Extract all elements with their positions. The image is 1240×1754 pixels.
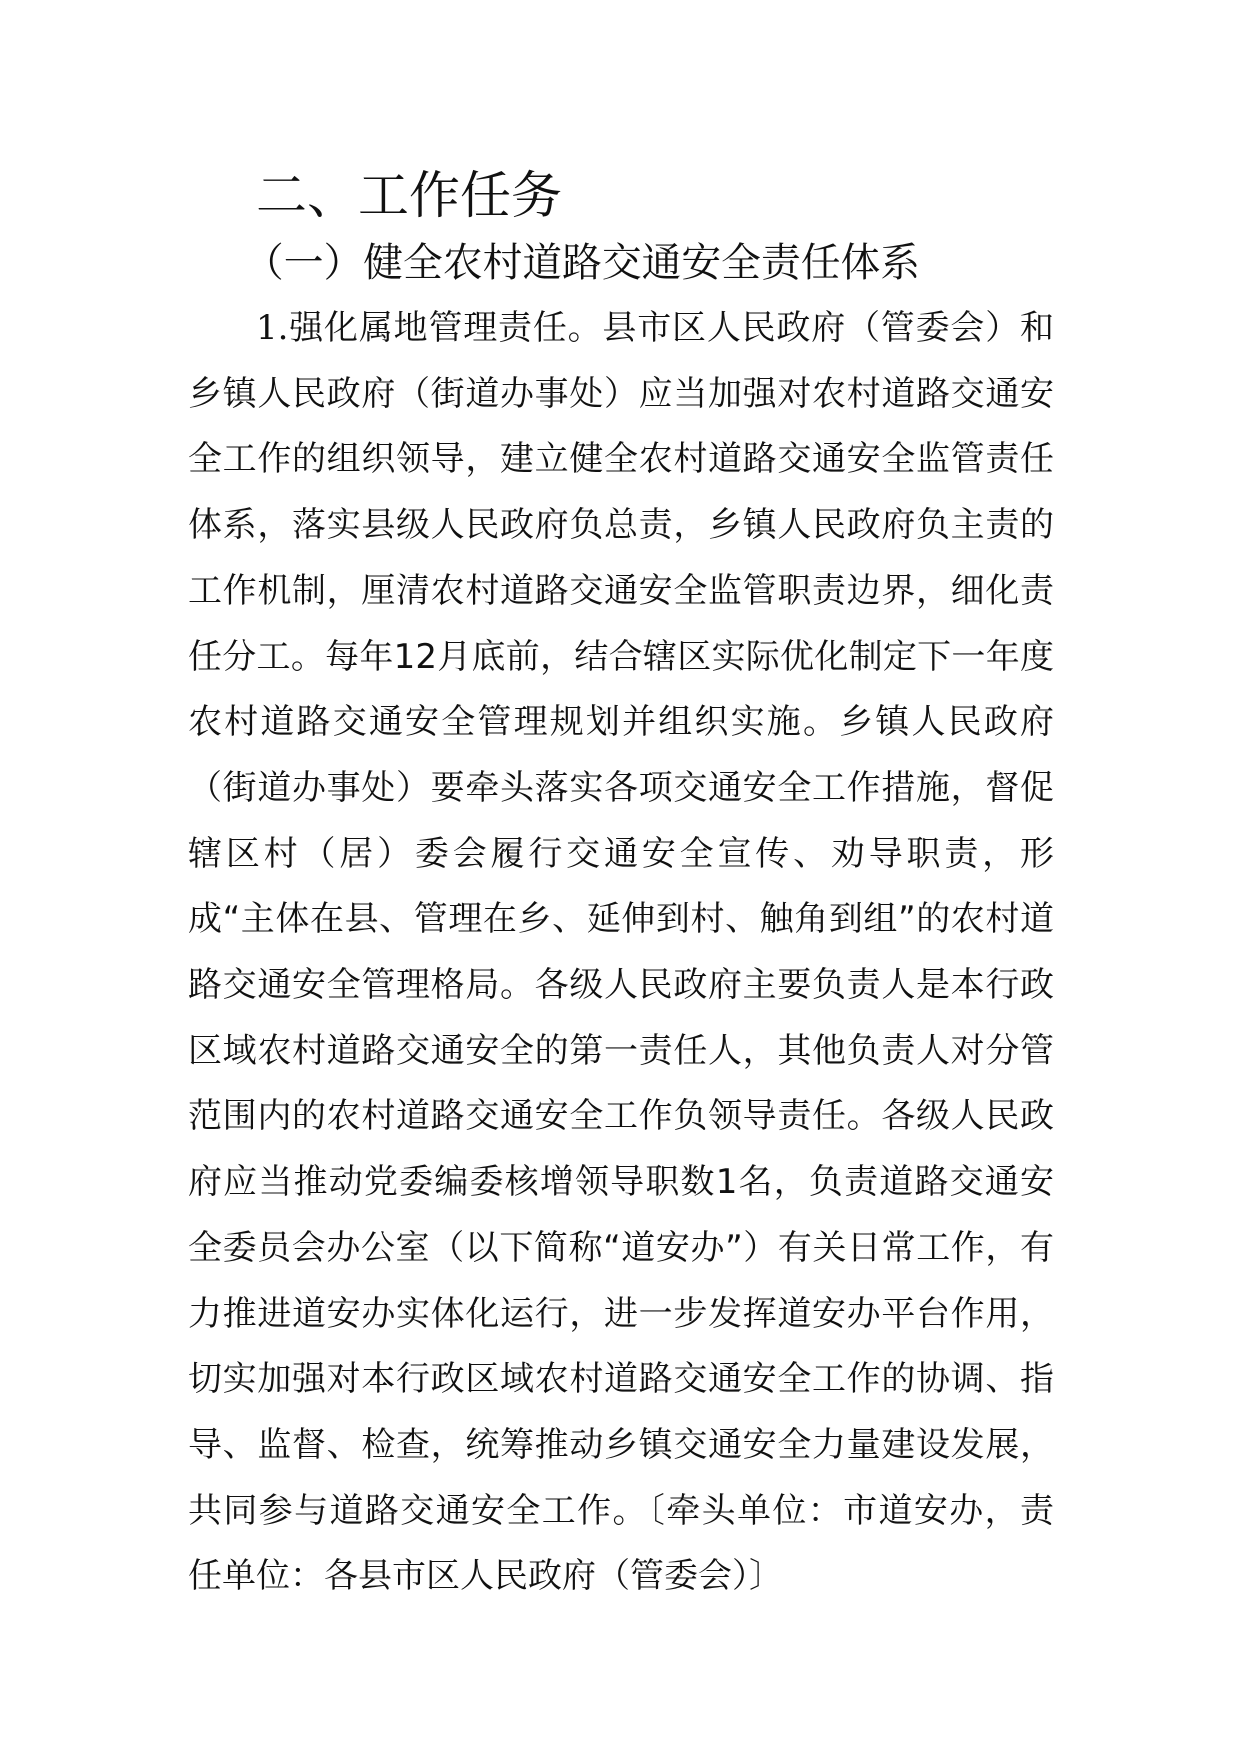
subsection-title: （一）健全农村道路交通安全责任体系 xyxy=(244,240,921,286)
item-number: 1. xyxy=(256,308,289,348)
item-text: 强化属地管理责任。县市区人民政府（管委会）和乡镇人民政府（街道办事处）应当加强对农村道路交通安全工作的组织领导，建立健全农村道路交通安全监管责任体系，落实县级人民政府负总责，乡镇人民政府负主责的工作机制，厘清农村道路交通安全监管职责边界，细化责任分工。每年12月底前，结合辖区实际优化制定下一年度农村道路交通安全管理规划并组织实施。乡镇人民政府（街道办事处）要牵头落实各项交通安全工作措施，督促辖区村（居）委会履行交通安全宣传、劝导职责，形成“主体在县、管理在乡、延伸到村、触角到组”的农村道路交通安全管理格局。各级人民政府主要负责人是本行政区域农村道路交通安全的第一责任人，其他负责人对分管范围内的农村道路交通安全工作负领导责任。各级人民政府应当推动党委编委核增领导职数1名，负责道路交通安全委员会办公室（以下简称“道安办”）有关日常工作，有力推进道安办实体化运行，进一步发挥道安办平台作用，切实加强对本行政区域农村道路交通安全工作的协调、指导、监督、检查，统筹推动乡镇交通安全力量建设发展，共同参与道路交通安全工作。〔牵头单位：市道安办，责任单位：各县市区人民政府（管委会）〕 xyxy=(188,308,1054,1597)
document-body xyxy=(188,164,1054,1610)
item-paragraph xyxy=(188,296,1054,1610)
section-title: 二、工作任务 xyxy=(256,167,563,226)
